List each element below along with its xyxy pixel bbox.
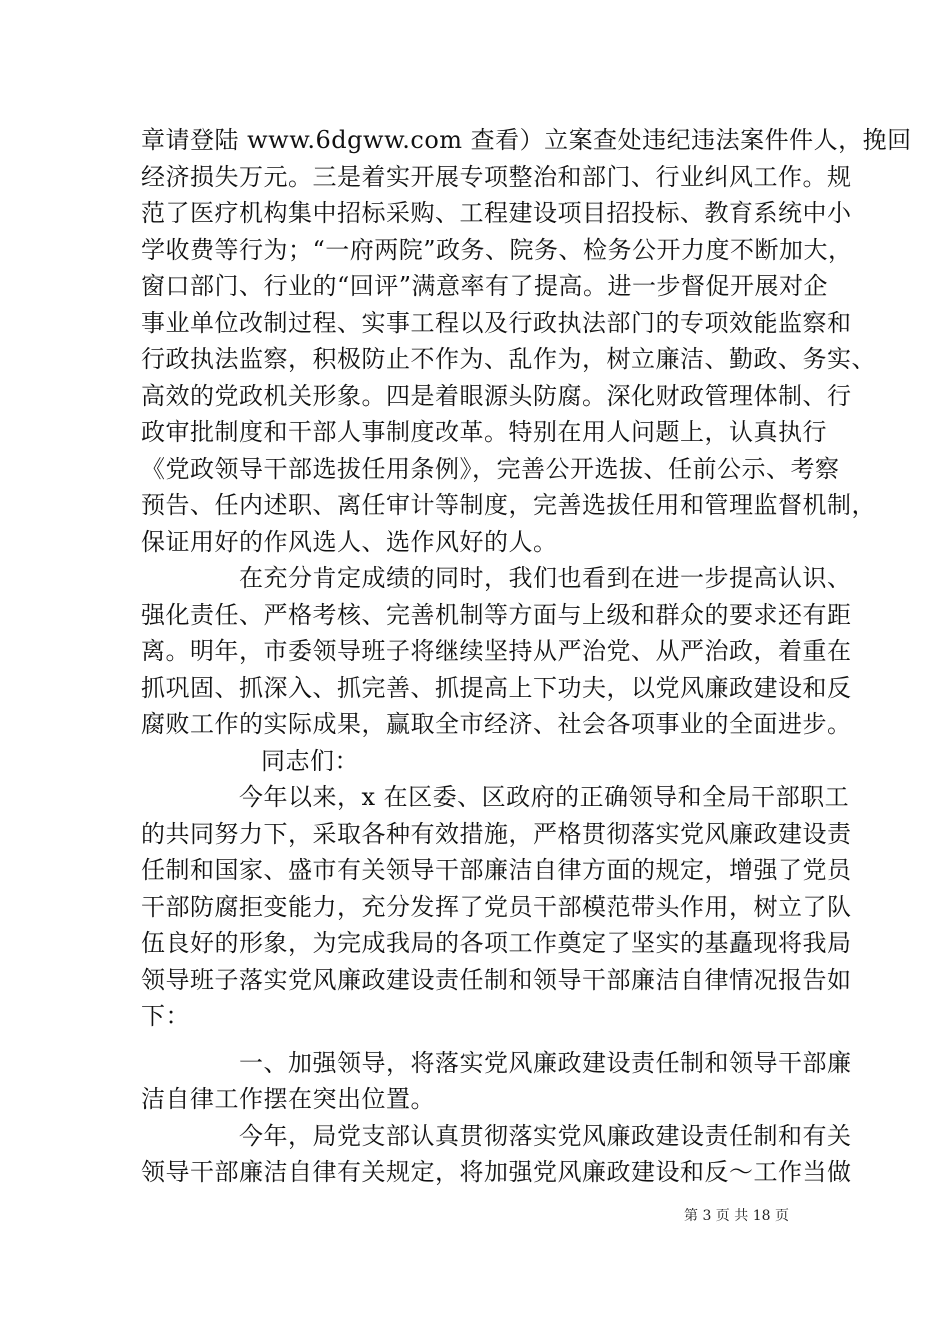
body-line: 事业单位改制过程、实事工程以及行政执法部门的专项效能监察和 — [141, 309, 852, 337]
body-line: 《党政领导干部选拔任用条例》，完善公开选拔、任前公示、考察 — [141, 455, 840, 483]
section-heading-line: 洁自律工作摆在突出位置。 — [141, 1085, 435, 1113]
body-line: 章请登陆 www.6dgww.com 查看）立案查处违纪违法案件件人，挽回 — [141, 126, 912, 154]
body-line: 强化责任、严格考核、完善机制等方面与上级和群众的要求还有距 — [141, 601, 852, 629]
body-line: 伍良好的形象，为完成我局的各项工作奠定了坚实的基矗现将我局 — [141, 929, 852, 957]
body-line: 领导班子落实党风廉政建设责任制和领导干部廉洁自律情况报告如 — [141, 966, 852, 994]
page-number-footer: 第 3 页 共 18 页 — [684, 1208, 789, 1224]
body-line: 政审批制度和干部人事制度改革。特别在用人问题上，认真执行 — [141, 418, 827, 446]
paragraph-start-line: 今年以来，x 在区委、区政府的正确领导和全局干部职工 — [239, 783, 850, 811]
body-line: 行政执法监察，积极防止不作为、乱作为，树立廉洁、勤政、务实、 — [141, 345, 876, 373]
body-line: 范了医疗机构集中招标采购、工程建设项目招投标、教育系统中小 — [141, 199, 852, 227]
body-line: 任制和国家、盛市有关领导干部廉洁自律方面的规定，增强了党员 — [141, 856, 852, 884]
body-line: 经济损失万元。三是着实开展专项整治和部门、行业纠风工作。规 — [141, 163, 852, 191]
body-line: 窗口部门、行业的“回评”满意率有了提高。进一步督促开展对企 — [141, 272, 829, 300]
body-line: 保证用好的作风选人、选作风好的人。 — [141, 528, 558, 556]
salutation-line: 同志们： — [261, 747, 359, 775]
body-line: 抓巩固、抓深入、抓完善、抓提高上下功夫，以党风廉政建设和反 — [141, 674, 852, 702]
section-heading-line: 一、加强领导，将落实党风廉政建设责任制和领导干部廉 — [239, 1049, 852, 1077]
body-line: 离。明年，市委领导班子将继续坚持从严治党、从严治政，着重在 — [141, 637, 852, 665]
paragraph-start-line: 在充分肯定成绩的同时，我们也看到在进一步提高认识、 — [239, 564, 852, 592]
body-line: 干部防腐拒变能力，充分发挥了党员干部模范带头作用，树立了队 — [141, 893, 852, 921]
body-line: 高效的党政机关形象。四是着眼源头防腐。深化财政管理体制、行 — [141, 382, 852, 410]
body-line: 腐败工作的实际成果，赢取全市经济、社会各项事业的全面进步。 — [141, 710, 852, 738]
body-line: 下： — [141, 1002, 190, 1030]
body-line: 领导干部廉洁自律有关规定，将加强党风廉政建设和反～工作当做 — [141, 1158, 852, 1186]
body-line: 学收费等行为；“一府两院”政务、院务、检务公开力度不断加大， — [141, 236, 853, 264]
paragraph-start-line: 今年，局党支部认真贯彻落实党风廉政建设责任制和有关 — [239, 1122, 852, 1150]
body-line: 的共同努力下，采取各种有效措施，严格贯彻落实党风廉政建设责 — [141, 820, 852, 848]
body-line: 预告、任内述职、离任审计等制度，完善选拔任用和管理监督机制， — [141, 491, 876, 519]
